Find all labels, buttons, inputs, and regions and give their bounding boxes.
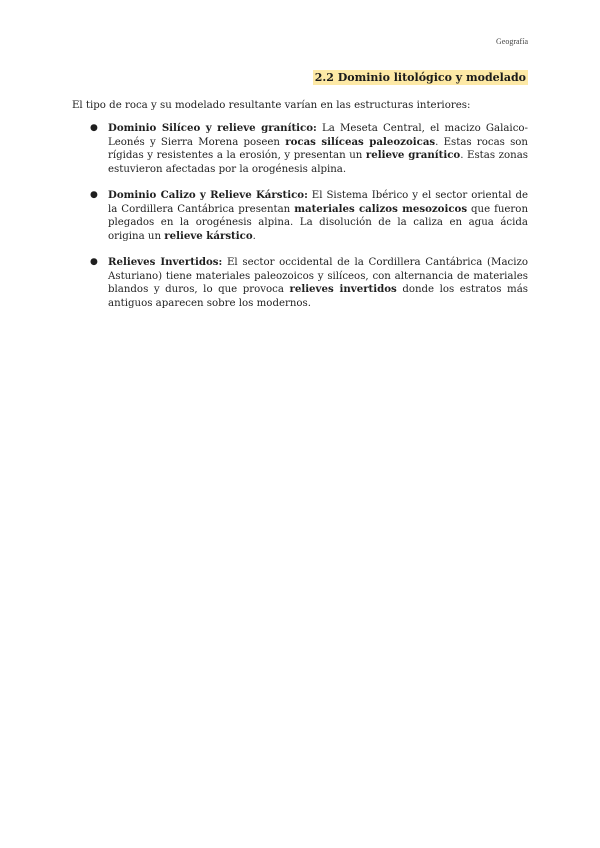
item-text: . Estas rocas son rígidas y resistentes a la erosión, y presentan un — [108, 136, 528, 161]
item-title: Relieves Invertidos: — [108, 256, 223, 268]
item-bold-term: relieve granítico — [365, 149, 461, 161]
item-bold-term: materiales calizos mesozoicos — [294, 202, 468, 215]
bullet-list — [72, 122, 528, 323]
item-bold-term: relieve kárstico — [164, 229, 253, 242]
item-bold-term: relieves invertidos — [289, 283, 397, 295]
page-header: Geografía — [496, 37, 528, 46]
intro-paragraph: El tipo de roca y su modelado resultante varían en las estructuras interiores: — [72, 100, 471, 111]
section-title-highlight: 2.2 Dominio litológico y modelado — [314, 71, 526, 84]
section-title — [313, 71, 528, 84]
list-item — [72, 256, 528, 310]
bullet-icon: ● — [90, 257, 98, 267]
item-title: Dominio Calizo y Relieve Kárstico: — [108, 189, 308, 201]
item-text: . — [252, 230, 256, 242]
list-item — [72, 122, 528, 176]
item-text: El sector occidental de la Cordillera Cantábrica (Macizo Asturiano) tiene materiales paleozoicos y silíceos, con alternancia de materiales blandos y duros, lo que provoca — [108, 257, 528, 295]
bullet-icon: ● — [90, 123, 98, 133]
item-text: La Meseta Central, el macizo Galaico-Leonés y Sierra Morena poseen — [108, 123, 528, 148]
item-text: . Estas zonas estuvieron afectadas por la orogénesis alpina. — [108, 150, 529, 175]
item-text: El Sistema Ibérico y el sector oriental de la Cordillera Cantábrica presentan — [108, 190, 528, 215]
item-text: que fueron plegados en la orogénesis alpina. La disolución de la caliza en agua ácida origina un — [108, 203, 529, 242]
list-item — [72, 189, 528, 243]
item-text: donde los estratos más antiguos aparecen sobre los modernos. — [108, 284, 529, 309]
bullet-icon: ● — [90, 190, 98, 200]
item-title: Dominio Silíceo y relieve granítico: — [108, 122, 317, 134]
item-bold-term: rocas silíceas paleozoicas — [285, 135, 436, 148]
